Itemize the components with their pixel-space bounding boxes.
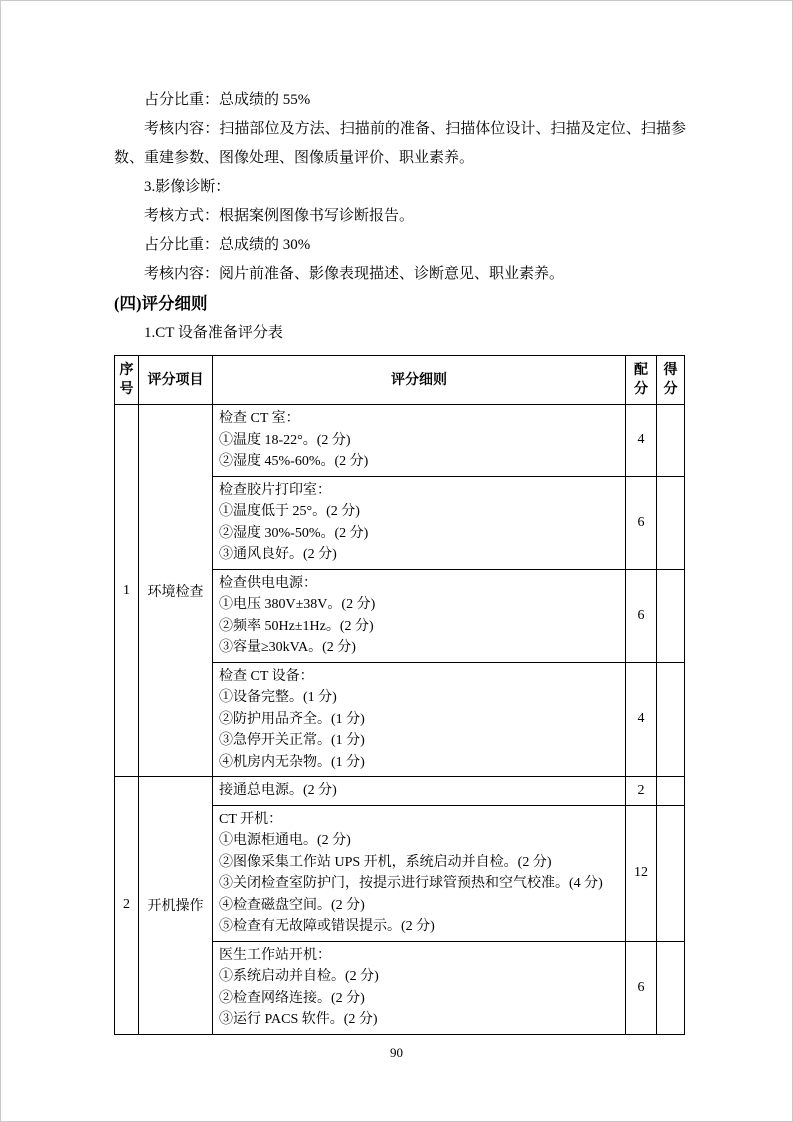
section-heading: (四)评分细则 <box>114 294 208 313</box>
allotted-score-cell: 4 <box>626 405 657 477</box>
detail-line: 检查 CT 设备： <box>219 668 314 684</box>
detail-line: ①电压 380V±38V。(2 分) <box>219 597 376 612</box>
paragraph-section-3: 3.影像诊断： <box>144 179 231 195</box>
gained-score-cell <box>657 805 685 941</box>
header-seq: 序号 <box>115 356 139 405</box>
detail-line: ①电源柜通电。(2 分) <box>219 833 351 848</box>
gained-score-cell <box>657 662 685 777</box>
detail-line: ④检查磁盘空间。(2 分) <box>219 897 365 913</box>
detail-cell-main-power <box>213 777 626 806</box>
header-gained: 得分 <box>657 356 685 405</box>
detail-cell-ct-boot <box>213 805 626 941</box>
detail-line: ①系统启动并自检。(2 分) <box>219 969 379 984</box>
allotted-score-cell: 2 <box>626 777 657 806</box>
table-row <box>115 777 685 806</box>
detail-line: ④机房内无杂物。(1 分) <box>219 754 365 770</box>
detail-line: ②频率 50Hz±1Hz。(2 分) <box>219 618 374 634</box>
page-number: 90 <box>390 1045 403 1060</box>
paragraph-content-2: 考核内容：阅片前准备、影像表现描述、诊断意见、职业素养。 <box>144 266 565 282</box>
detail-cell-power-supply <box>213 569 626 662</box>
table-row <box>115 405 685 477</box>
table-header-row <box>115 356 685 405</box>
detail-line: ②图像采集工作站 UPS 开机，系统启动并自检。(2 分) <box>219 854 552 870</box>
ct-preparation-scoring-table <box>114 355 685 1035</box>
allotted-score-cell: 6 <box>626 569 657 662</box>
detail-line: 检查胶片打印室： <box>219 482 331 498</box>
gained-score-cell <box>657 777 685 806</box>
detail-line: ③关闭检查室防护门，按提示进行球管预热和空气校准。(4 分) <box>219 876 603 891</box>
detail-cell-ct-room <box>213 405 626 477</box>
allotted-score-cell: 6 <box>626 476 657 569</box>
table-title: 1.CT 设备准备评分表 <box>144 325 283 341</box>
paragraph-method: 考核方式：根据案例图像书写诊断报告。 <box>144 208 415 224</box>
detail-line: 检查 CT 室： <box>219 411 300 426</box>
detail-line: CT 开机： <box>219 811 283 827</box>
detail-line: 医生工作站开机： <box>219 947 331 963</box>
gained-score-cell <box>657 941 685 1034</box>
gained-score-cell <box>657 569 685 662</box>
allotted-score-cell: 4 <box>626 662 657 777</box>
header-allotted: 配分 <box>626 356 657 405</box>
detail-line: ③运行 PACS 软件。(2 分) <box>219 1012 378 1027</box>
detail-line: ②湿度 45%-60%。(2 分) <box>219 454 369 469</box>
seq-cell-2: 2 <box>115 777 139 1035</box>
paragraph-weight-1: 占分比重：总成绩的 55% <box>144 92 311 108</box>
detail-line: ③容量≥30kVA。(2 分) <box>219 640 356 655</box>
detail-line: ⑤检查有无故障或错误提示。(2 分) <box>219 919 435 934</box>
allotted-score-cell: 6 <box>626 941 657 1034</box>
detail-cell-film-room <box>213 476 626 569</box>
detail-line: ①设备完整。(1 分) <box>219 690 337 705</box>
gained-score-cell <box>657 405 685 477</box>
page-content <box>114 86 686 1035</box>
detail-line: 检查供电电源： <box>219 575 317 591</box>
detail-line: ②防护用品齐全。(1 分) <box>219 711 365 727</box>
detail-line: ②检查网络连接。(2 分) <box>219 990 365 1006</box>
seq-cell-1: 1 <box>115 405 139 777</box>
detail-cell-doctor-workstation <box>213 941 626 1034</box>
header-item: 评分项目 <box>139 356 213 405</box>
header-detail: 评分细则 <box>213 356 626 405</box>
item-cell-env-check: 环境检查 <box>139 405 213 777</box>
detail-line: ③通风良好。(2 分) <box>219 547 337 562</box>
item-cell-power-on: 开机操作 <box>139 777 213 1035</box>
detail-line: ①温度 18-22°。(2 分) <box>219 432 351 448</box>
paragraph-weight-2: 占分比重：总成绩的 30% <box>144 237 311 253</box>
detail-line: 接通总电源。(2 分) <box>219 783 337 798</box>
detail-cell-ct-equipment <box>213 662 626 777</box>
allotted-score-cell: 12 <box>626 805 657 941</box>
detail-line: ①温度低于 25°。(2 分) <box>219 504 360 519</box>
detail-line: ②湿度 30%-50%。(2 分) <box>219 525 369 541</box>
paragraph-content-1: 考核内容：扫描部位及方法、扫描前的准备、扫描体位设计、扫描及定位、扫描参数、重建参数、图像处理、图像质量评价、职业素养。 <box>114 121 686 166</box>
gained-score-cell <box>657 476 685 569</box>
detail-line: ③急停开关正常。(1 分) <box>219 733 365 748</box>
